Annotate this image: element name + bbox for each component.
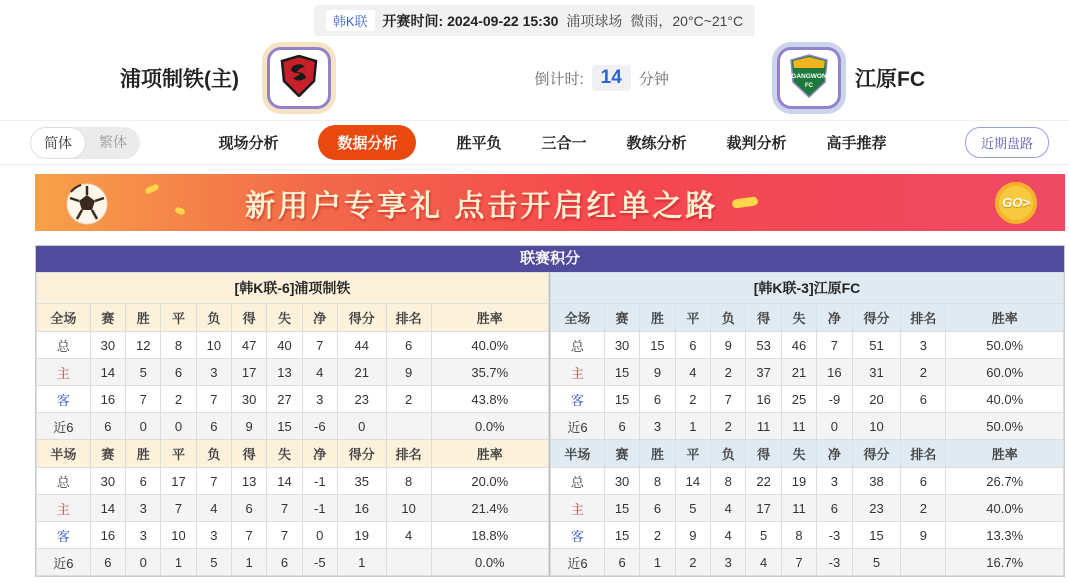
row-label: 客 xyxy=(37,522,91,549)
lang-simplified[interactable]: 简体 xyxy=(30,127,86,159)
column-header: 全场 xyxy=(37,304,91,332)
column-header: 净 xyxy=(302,304,337,332)
column-header: 排名 xyxy=(386,440,431,468)
table-row xyxy=(551,332,1064,359)
stat-cell: 38 xyxy=(852,468,901,495)
home-shield-icon xyxy=(280,55,318,102)
tab-coach-analysis[interactable]: 教练分析 xyxy=(626,135,687,152)
stat-cell: 35.7% xyxy=(431,359,548,386)
stat-cell: 6 xyxy=(817,495,852,522)
column-header: 平 xyxy=(675,440,710,468)
stat-cell: 30 xyxy=(90,332,125,359)
stat-cell: 6 xyxy=(90,413,125,440)
row-label: 近6 xyxy=(37,413,91,440)
stat-cell: 31 xyxy=(852,359,901,386)
stat-cell: 10 xyxy=(161,522,196,549)
column-header: 胜 xyxy=(640,440,675,468)
table-row xyxy=(551,413,1064,440)
stat-cell: 13 xyxy=(267,359,302,386)
stat-cell: 47 xyxy=(232,332,267,359)
stat-cell: 23 xyxy=(337,386,386,413)
stat-cell: 6 xyxy=(196,413,231,440)
stat-cell: 9 xyxy=(675,522,710,549)
stat-cell: 14 xyxy=(90,359,125,386)
column-header: 得 xyxy=(232,304,267,332)
league-standings-panel xyxy=(35,245,1065,577)
stat-cell: 35 xyxy=(337,468,386,495)
stat-cell: 13 xyxy=(232,468,267,495)
row-label: 主 xyxy=(37,495,91,522)
stat-cell: 3 xyxy=(711,549,746,576)
stat-cell: 6 xyxy=(640,495,675,522)
stat-cell: 4 xyxy=(746,549,781,576)
column-header: 失 xyxy=(267,440,302,468)
row-label: 客 xyxy=(551,386,605,413)
stat-cell: 10 xyxy=(852,413,901,440)
kickoff-time: 开赛时间: 2024-09-22 15:30 xyxy=(382,12,559,29)
stat-cell xyxy=(901,549,946,576)
table-row xyxy=(551,495,1064,522)
column-header: 失 xyxy=(781,440,816,468)
stat-cell: 7 xyxy=(267,522,302,549)
stat-cell: -9 xyxy=(817,386,852,413)
stat-cell: 40.0% xyxy=(431,332,548,359)
away-table-title: [韩K联-3]江原FC xyxy=(551,273,1064,304)
stat-cell: 1 xyxy=(640,549,675,576)
stat-cell: 10 xyxy=(386,495,431,522)
stat-cell: 30 xyxy=(604,332,639,359)
stat-cell: 2 xyxy=(161,386,196,413)
column-header: 胜 xyxy=(640,304,675,332)
row-label: 近6 xyxy=(37,549,91,576)
column-header: 负 xyxy=(711,440,746,468)
stat-cell: 2 xyxy=(901,495,946,522)
column-header: 胜 xyxy=(126,304,161,332)
row-label: 主 xyxy=(551,359,605,386)
table-row xyxy=(37,468,549,495)
stat-cell: 3 xyxy=(126,495,161,522)
stat-cell: 4 xyxy=(196,495,231,522)
stat-cell: 8 xyxy=(161,332,196,359)
stat-cell: 15 xyxy=(852,522,901,549)
table-row xyxy=(551,386,1064,413)
stat-cell: 15 xyxy=(604,359,639,386)
table-row xyxy=(551,549,1064,576)
stat-cell: 6 xyxy=(604,549,639,576)
stat-cell: 7 xyxy=(817,332,852,359)
stat-cell: 16 xyxy=(90,522,125,549)
row-label: 客 xyxy=(551,522,605,549)
venue: 浦项球场 xyxy=(566,12,623,29)
stat-cell: 0 xyxy=(817,413,852,440)
stat-cell: 2 xyxy=(711,359,746,386)
stat-cell: 8 xyxy=(781,522,816,549)
match-header xyxy=(0,36,1069,120)
stat-cell: 0.0% xyxy=(431,549,548,576)
stat-cell: 18.8% xyxy=(431,522,548,549)
stat-cell: 6 xyxy=(675,332,710,359)
stat-cell: 15 xyxy=(640,332,675,359)
table-row xyxy=(37,413,549,440)
stat-cell xyxy=(901,413,946,440)
stat-cell: 5 xyxy=(852,549,901,576)
stat-cell: 6 xyxy=(901,468,946,495)
standings-title: 联赛积分 xyxy=(36,246,1064,272)
lang-traditional[interactable]: 繁体 xyxy=(99,133,127,150)
stat-cell: 0 xyxy=(161,413,196,440)
table-row xyxy=(37,359,549,386)
stat-cell: 40.0% xyxy=(946,495,1064,522)
tab-win-draw-lose[interactable]: 胜平负 xyxy=(456,135,502,152)
stat-cell: 7 xyxy=(196,386,231,413)
stat-cell: 3 xyxy=(901,332,946,359)
stat-cell: 4 xyxy=(675,359,710,386)
banner-headline: 新用户专享礼 点击开启红单之路 xyxy=(245,189,719,223)
column-header: 得分 xyxy=(337,304,386,332)
stat-cell: 6 xyxy=(267,549,302,576)
column-header: 失 xyxy=(781,304,816,332)
go-button[interactable]: GO> xyxy=(995,182,1037,224)
stat-cell: 15 xyxy=(267,413,302,440)
stat-cell: 6 xyxy=(161,359,196,386)
home-team-logo[interactable] xyxy=(267,47,331,109)
weather: 微雨，20°C~21°C xyxy=(630,12,744,29)
league-badge[interactable]: 韩K联 xyxy=(326,10,375,31)
stat-cell: 40 xyxy=(267,332,302,359)
stat-cell: 7 xyxy=(196,468,231,495)
recent-odds-button[interactable]: 近期盘路 xyxy=(965,127,1049,158)
column-header: 净 xyxy=(302,440,337,468)
stat-cell: 50.0% xyxy=(946,332,1064,359)
stat-cell: 16 xyxy=(746,386,781,413)
column-header: 得分 xyxy=(852,440,901,468)
stat-cell: 4 xyxy=(386,522,431,549)
stat-cell: 2 xyxy=(711,413,746,440)
stat-cell: 3 xyxy=(126,522,161,549)
column-header: 负 xyxy=(711,304,746,332)
countdown-unit: 分钟 xyxy=(638,70,669,88)
stat-cell: 11 xyxy=(746,413,781,440)
stat-cell: 2 xyxy=(386,386,431,413)
stat-cell: 2 xyxy=(675,549,710,576)
stat-cell: 16 xyxy=(337,495,386,522)
column-header: 赛 xyxy=(90,304,125,332)
stat-cell: 2 xyxy=(640,522,675,549)
table-row xyxy=(37,522,549,549)
stat-cell: 14 xyxy=(267,468,302,495)
stat-cell: 10 xyxy=(196,332,231,359)
stat-cell: 16 xyxy=(817,359,852,386)
stat-cell: -1 xyxy=(302,495,337,522)
stat-cell: 15 xyxy=(604,522,639,549)
stat-cell: 0 xyxy=(126,549,161,576)
stat-cell: 50.0% xyxy=(946,413,1064,440)
stat-cell: 3 xyxy=(196,359,231,386)
stat-cell: 7 xyxy=(126,386,161,413)
row-label: 总 xyxy=(551,468,605,495)
stat-cell: 22 xyxy=(746,468,781,495)
column-header: 全场 xyxy=(551,304,605,332)
nav-bar xyxy=(0,120,1069,165)
stat-cell: 21 xyxy=(781,359,816,386)
table-row xyxy=(551,522,1064,549)
stat-cell: 1 xyxy=(232,549,267,576)
column-header: 得 xyxy=(746,440,781,468)
table-row xyxy=(37,332,549,359)
table-row xyxy=(37,386,549,413)
countdown-label: 倒计时: xyxy=(534,70,584,88)
stat-cell: 11 xyxy=(781,495,816,522)
stat-cell: 5 xyxy=(126,359,161,386)
stat-cell: 27 xyxy=(267,386,302,413)
svg-text:FC: FC xyxy=(805,82,813,89)
home-half-header-row xyxy=(37,440,549,468)
stat-cell: 1 xyxy=(161,549,196,576)
stat-cell: 53 xyxy=(746,332,781,359)
stat-cell: 7 xyxy=(161,495,196,522)
away-team-name: 江原FC xyxy=(855,68,925,91)
row-label: 主 xyxy=(551,495,605,522)
stat-cell: 17 xyxy=(232,359,267,386)
stat-cell: 9 xyxy=(711,332,746,359)
stat-cell: 5 xyxy=(675,495,710,522)
stat-cell: 4 xyxy=(711,522,746,549)
stat-cell: 7 xyxy=(267,495,302,522)
stat-cell xyxy=(386,549,431,576)
stat-cell: 20 xyxy=(852,386,901,413)
row-label: 近6 xyxy=(551,413,605,440)
stat-cell: 43.8% xyxy=(431,386,548,413)
table-row xyxy=(37,549,549,576)
stat-cell: 7 xyxy=(232,522,267,549)
stat-cell: 8 xyxy=(386,468,431,495)
stat-cell: 15 xyxy=(604,495,639,522)
column-header: 赛 xyxy=(604,440,639,468)
stat-cell: 7 xyxy=(781,549,816,576)
nav-links xyxy=(140,125,965,160)
stat-cell: 51 xyxy=(852,332,901,359)
table-row xyxy=(551,359,1064,386)
column-header: 净 xyxy=(817,440,852,468)
stat-cell: 9 xyxy=(386,359,431,386)
table-row xyxy=(551,468,1064,495)
stat-cell: 9 xyxy=(901,522,946,549)
stat-cell: 21 xyxy=(337,359,386,386)
language-toggle xyxy=(30,127,140,159)
match-info-strip xyxy=(0,0,1069,36)
column-header: 得分 xyxy=(852,304,901,332)
column-header: 胜率 xyxy=(946,304,1064,332)
column-header: 半场 xyxy=(551,440,605,468)
stat-cell: 3 xyxy=(302,386,337,413)
column-header: 赛 xyxy=(90,440,125,468)
stat-cell: 20.0% xyxy=(431,468,548,495)
tab-expert-picks[interactable]: 高手推荐 xyxy=(826,135,887,152)
stat-cell: 6 xyxy=(126,468,161,495)
home-half-rows xyxy=(37,468,549,576)
stat-cell: 0.0% xyxy=(431,413,548,440)
column-header: 排名 xyxy=(901,440,946,468)
stat-cell: 16 xyxy=(90,386,125,413)
away-half-header-row xyxy=(551,440,1064,468)
tab-data-analysis[interactable]: 数据分析 xyxy=(318,125,416,160)
stat-cell: 37 xyxy=(746,359,781,386)
stat-cell: 21.4% xyxy=(431,495,548,522)
stat-cell: 14 xyxy=(90,495,125,522)
away-shield-icon xyxy=(789,54,829,103)
column-header: 平 xyxy=(161,304,196,332)
column-header: 胜 xyxy=(126,440,161,468)
home-full-rows xyxy=(37,332,549,440)
stat-cell: 15 xyxy=(604,386,639,413)
tab-referee-analysis[interactable]: 裁判分析 xyxy=(726,135,787,152)
away-full-header-row xyxy=(551,304,1064,332)
row-label: 近6 xyxy=(551,549,605,576)
column-header: 负 xyxy=(196,440,231,468)
stat-cell: 1 xyxy=(337,549,386,576)
stat-cell: 30 xyxy=(604,468,639,495)
column-header: 负 xyxy=(196,304,231,332)
tab-three-in-one[interactable]: 三合一 xyxy=(541,135,587,152)
stat-cell: 60.0% xyxy=(946,359,1064,386)
stat-cell: 6 xyxy=(640,386,675,413)
tab-live-analysis[interactable]: 现场分析 xyxy=(218,135,279,152)
stat-cell: 3 xyxy=(196,522,231,549)
stat-cell: 11 xyxy=(781,413,816,440)
stat-cell: 30 xyxy=(90,468,125,495)
stat-cell: 12 xyxy=(126,332,161,359)
confetti-decoration xyxy=(144,183,159,194)
countdown-value: 14 xyxy=(592,65,631,91)
countdown xyxy=(535,65,669,91)
column-header: 排名 xyxy=(386,304,431,332)
stat-cell: 14 xyxy=(675,468,710,495)
stat-cell: 8 xyxy=(711,468,746,495)
column-header: 平 xyxy=(161,440,196,468)
stat-cell: 0 xyxy=(302,522,337,549)
stat-cell: 46 xyxy=(781,332,816,359)
stat-cell: 5 xyxy=(196,549,231,576)
home-team-name: 浦项制铁(主) xyxy=(120,68,239,91)
svg-text:GANGWON: GANGWON xyxy=(791,72,827,80)
stat-cell: 2 xyxy=(675,386,710,413)
stat-cell: 4 xyxy=(711,495,746,522)
stat-cell: 7 xyxy=(711,386,746,413)
stat-cell: 19 xyxy=(781,468,816,495)
stat-cell: 1 xyxy=(675,413,710,440)
stat-cell xyxy=(386,413,431,440)
home-table-title: [韩K联-6]浦项制铁 xyxy=(37,273,549,304)
column-header: 排名 xyxy=(901,304,946,332)
soccer-ball-icon xyxy=(65,182,109,231)
stat-cell: 0 xyxy=(337,413,386,440)
stat-cell: 4 xyxy=(302,359,337,386)
stat-cell: 6 xyxy=(232,495,267,522)
stat-cell: 26.7% xyxy=(946,468,1064,495)
stat-cell: -3 xyxy=(817,522,852,549)
stat-cell: 30 xyxy=(232,386,267,413)
stat-cell: 6 xyxy=(90,549,125,576)
stat-cell: 9 xyxy=(232,413,267,440)
stat-cell: 17 xyxy=(161,468,196,495)
row-label: 主 xyxy=(37,359,91,386)
home-standings-table xyxy=(36,272,550,576)
stat-cell: 23 xyxy=(852,495,901,522)
column-header: 失 xyxy=(267,304,302,332)
banner-dash-decoration xyxy=(732,196,759,209)
stat-cell: 17 xyxy=(746,495,781,522)
stat-cell: -5 xyxy=(302,549,337,576)
column-header: 半场 xyxy=(37,440,91,468)
stat-cell: -3 xyxy=(817,549,852,576)
stat-cell: 3 xyxy=(640,413,675,440)
away-half-rows xyxy=(551,468,1064,576)
stat-cell: 6 xyxy=(604,413,639,440)
stat-cell: 9 xyxy=(640,359,675,386)
away-standings-table xyxy=(550,272,1064,576)
stat-cell: 7 xyxy=(302,332,337,359)
stat-cell: 5 xyxy=(746,522,781,549)
column-header: 得分 xyxy=(337,440,386,468)
away-full-rows xyxy=(551,332,1064,440)
table-row xyxy=(37,495,549,522)
stat-cell: 6 xyxy=(901,386,946,413)
home-full-header-row xyxy=(37,304,549,332)
column-header: 平 xyxy=(675,304,710,332)
stat-cell: 8 xyxy=(640,468,675,495)
column-header: 胜率 xyxy=(431,440,548,468)
stat-cell: 44 xyxy=(337,332,386,359)
row-label: 客 xyxy=(37,386,91,413)
column-header: 赛 xyxy=(604,304,639,332)
stat-cell: 2 xyxy=(901,359,946,386)
confetti-decoration xyxy=(174,206,185,215)
away-team-logo[interactable] xyxy=(777,47,841,109)
column-header: 胜率 xyxy=(431,304,548,332)
stat-cell: 40.0% xyxy=(946,386,1064,413)
stat-cell: 25 xyxy=(781,386,816,413)
stat-cell: 19 xyxy=(337,522,386,549)
row-label: 总 xyxy=(37,468,91,495)
column-header: 得 xyxy=(746,304,781,332)
row-label: 总 xyxy=(551,332,605,359)
stat-cell: -1 xyxy=(302,468,337,495)
stat-cell: 16.7% xyxy=(946,549,1064,576)
stat-cell: 0 xyxy=(126,413,161,440)
column-header: 胜率 xyxy=(946,440,1064,468)
stat-cell: -6 xyxy=(302,413,337,440)
promo-banner[interactable] xyxy=(35,174,1065,231)
column-header: 净 xyxy=(817,304,852,332)
stat-cell: 13.3% xyxy=(946,522,1064,549)
row-label: 总 xyxy=(37,332,91,359)
stat-cell: 6 xyxy=(386,332,431,359)
stat-cell: 3 xyxy=(817,468,852,495)
column-header: 得 xyxy=(232,440,267,468)
